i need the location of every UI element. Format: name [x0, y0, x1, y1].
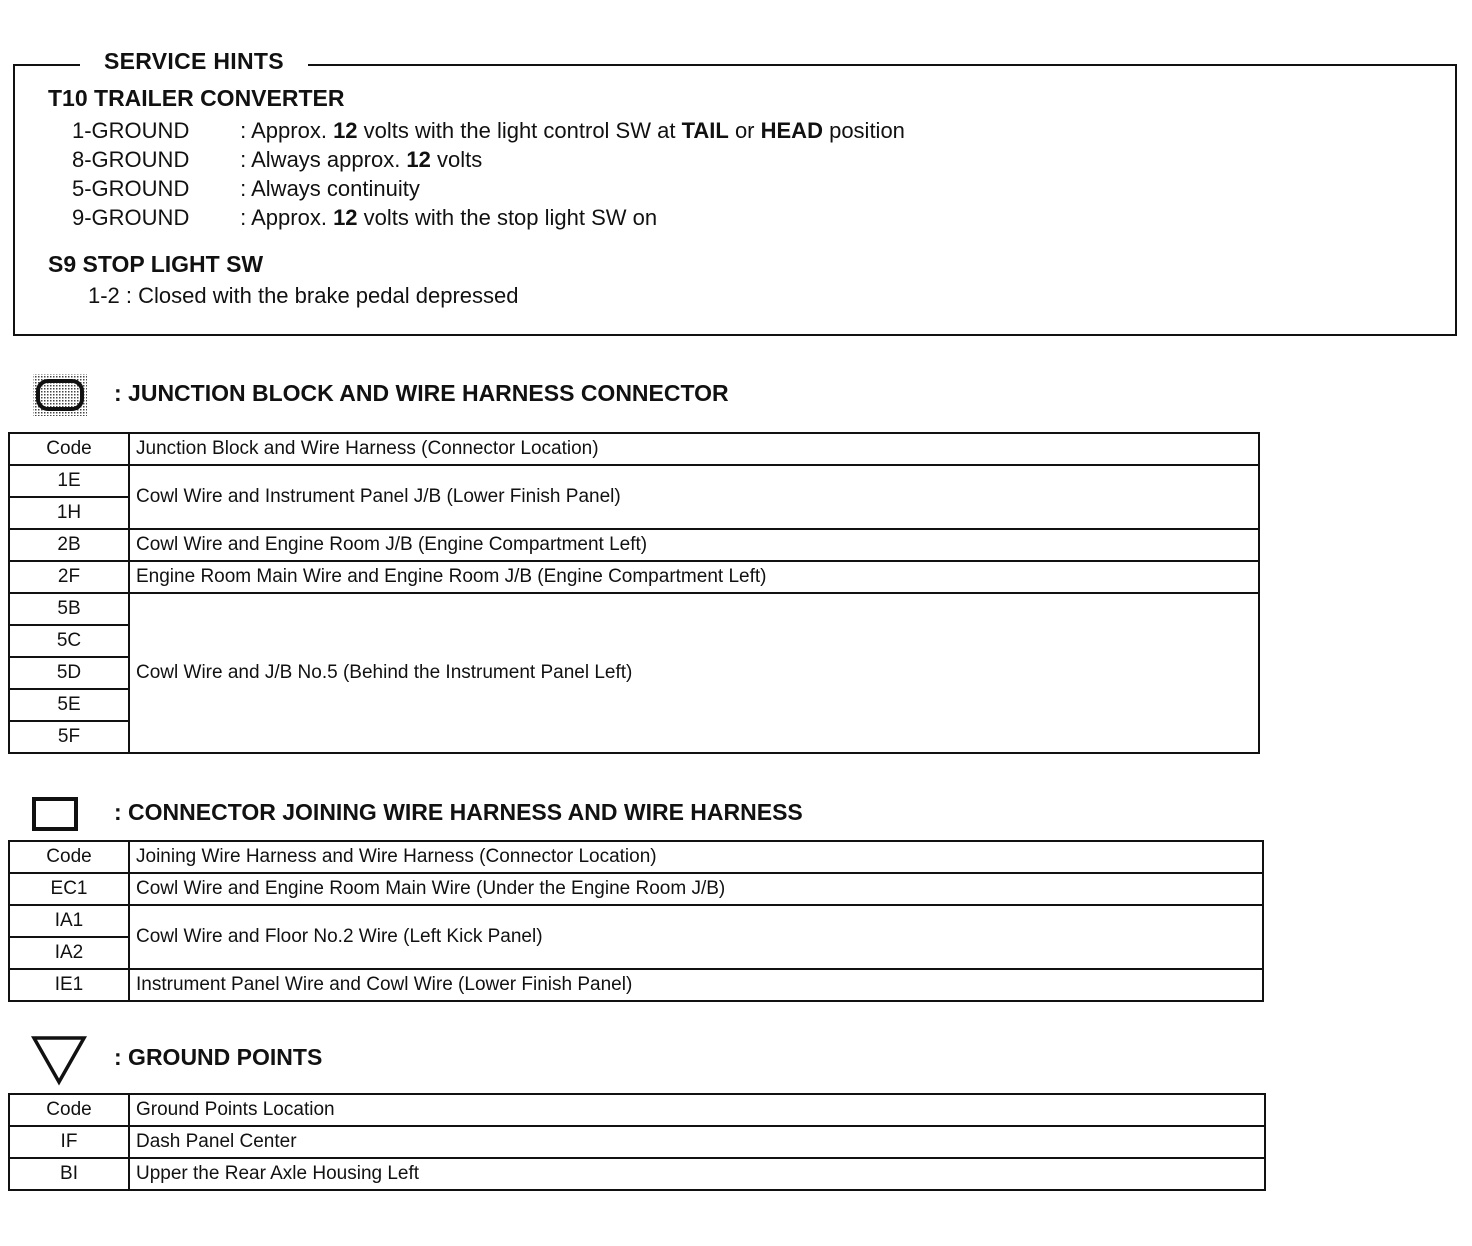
table-row: [9, 969, 1263, 1001]
table-row: [9, 1158, 1265, 1190]
table-row: [9, 465, 1259, 497]
t10-line-2: 8-GROUND : Always approx. 12 volts: [72, 147, 483, 172]
desc-cell: Cowl Wire and Floor No.2 Wire (Left Kick Panel): [129, 905, 1263, 969]
desc-cell: Cowl Wire and Instrument Panel J/B (Lower Finish Panel): [129, 465, 1259, 529]
desc-cell: Instrument Panel Wire and Cowl Wire (Lower Finish Panel): [129, 969, 1263, 1001]
code-cell: IF: [9, 1126, 129, 1158]
table-row: [9, 905, 1263, 937]
desc-cell: Cowl Wire and Engine Room Main Wire (Under the Engine Room J/B): [129, 873, 1263, 905]
code-cell: 5F: [9, 721, 129, 753]
junction-heading: : JUNCTION BLOCK AND WIRE HARNESS CONNECTOR: [114, 380, 729, 406]
header-code: Code: [9, 841, 129, 873]
t10-line-1: 1-GROUND : Approx. 12 volts with the light control SW at TAIL or HEAD position: [72, 118, 905, 143]
table-header-row: [9, 1094, 1265, 1126]
code-cell: 5B: [9, 593, 129, 625]
code-cell: IA2: [9, 937, 129, 969]
desc-cell: Cowl Wire and Engine Room J/B (Engine Compartment Left): [129, 529, 1259, 561]
code-cell: EC1: [9, 873, 129, 905]
t10-line-4: 9-GROUND : Approx. 12 volts with the stop light SW on: [72, 205, 658, 230]
code-cell: 2B: [9, 529, 129, 561]
ground-table: [8, 1093, 1266, 1191]
header-code: Code: [9, 1094, 129, 1126]
code-cell: 5C: [9, 625, 129, 657]
table-row: [9, 1126, 1265, 1158]
code-cell: 5D: [9, 657, 129, 689]
desc-cell: Upper the Rear Axle Housing Left: [129, 1158, 1265, 1190]
table-row: [9, 561, 1259, 593]
desc-cell: Cowl Wire and J/B No.5 (Behind the Instrument Panel Left): [129, 593, 1259, 753]
table-row: [9, 593, 1259, 625]
code-cell: IE1: [9, 969, 129, 1001]
ground-triangle-icon: [30, 1034, 88, 1086]
code-cell: 1H: [9, 497, 129, 529]
header-desc: Joining Wire Harness and Wire Harness (Connector Location): [129, 841, 1263, 873]
ground-heading: : GROUND POINTS: [114, 1044, 323, 1070]
header-desc: Ground Points Location: [129, 1094, 1265, 1126]
code-cell: 1E: [9, 465, 129, 497]
connector-heading: : CONNECTOR JOINING WIRE HARNESS AND WIRE HARNESS: [114, 799, 803, 825]
connector-table: [8, 840, 1264, 1002]
junction-block-icon: [32, 373, 88, 417]
code-cell: 2F: [9, 561, 129, 593]
service-hints-title: SERVICE HINTS: [80, 48, 308, 75]
connector-box-icon: [32, 797, 78, 831]
t10-line-3: 5-GROUND : Always continuity: [72, 176, 420, 201]
code-cell: 5E: [9, 689, 129, 721]
desc-cell: Dash Panel Center: [129, 1126, 1265, 1158]
table-row: [9, 873, 1263, 905]
header-desc: Junction Block and Wire Harness (Connector Location): [129, 433, 1259, 465]
table-row: [9, 529, 1259, 561]
s9-line: 1-2 : Closed with the brake pedal depressed: [88, 283, 519, 308]
header-code: Code: [9, 433, 129, 465]
code-cell: IA1: [9, 905, 129, 937]
table-header-row: [9, 841, 1263, 873]
s9-title: S9 STOP LIGHT SW: [48, 251, 264, 277]
t10-title: T10 TRAILER CONVERTER: [48, 85, 345, 111]
desc-cell: Engine Room Main Wire and Engine Room J/B (Engine Compartment Left): [129, 561, 1259, 593]
code-cell: BI: [9, 1158, 129, 1190]
table-header-row: [9, 433, 1259, 465]
junction-table: [8, 432, 1260, 754]
